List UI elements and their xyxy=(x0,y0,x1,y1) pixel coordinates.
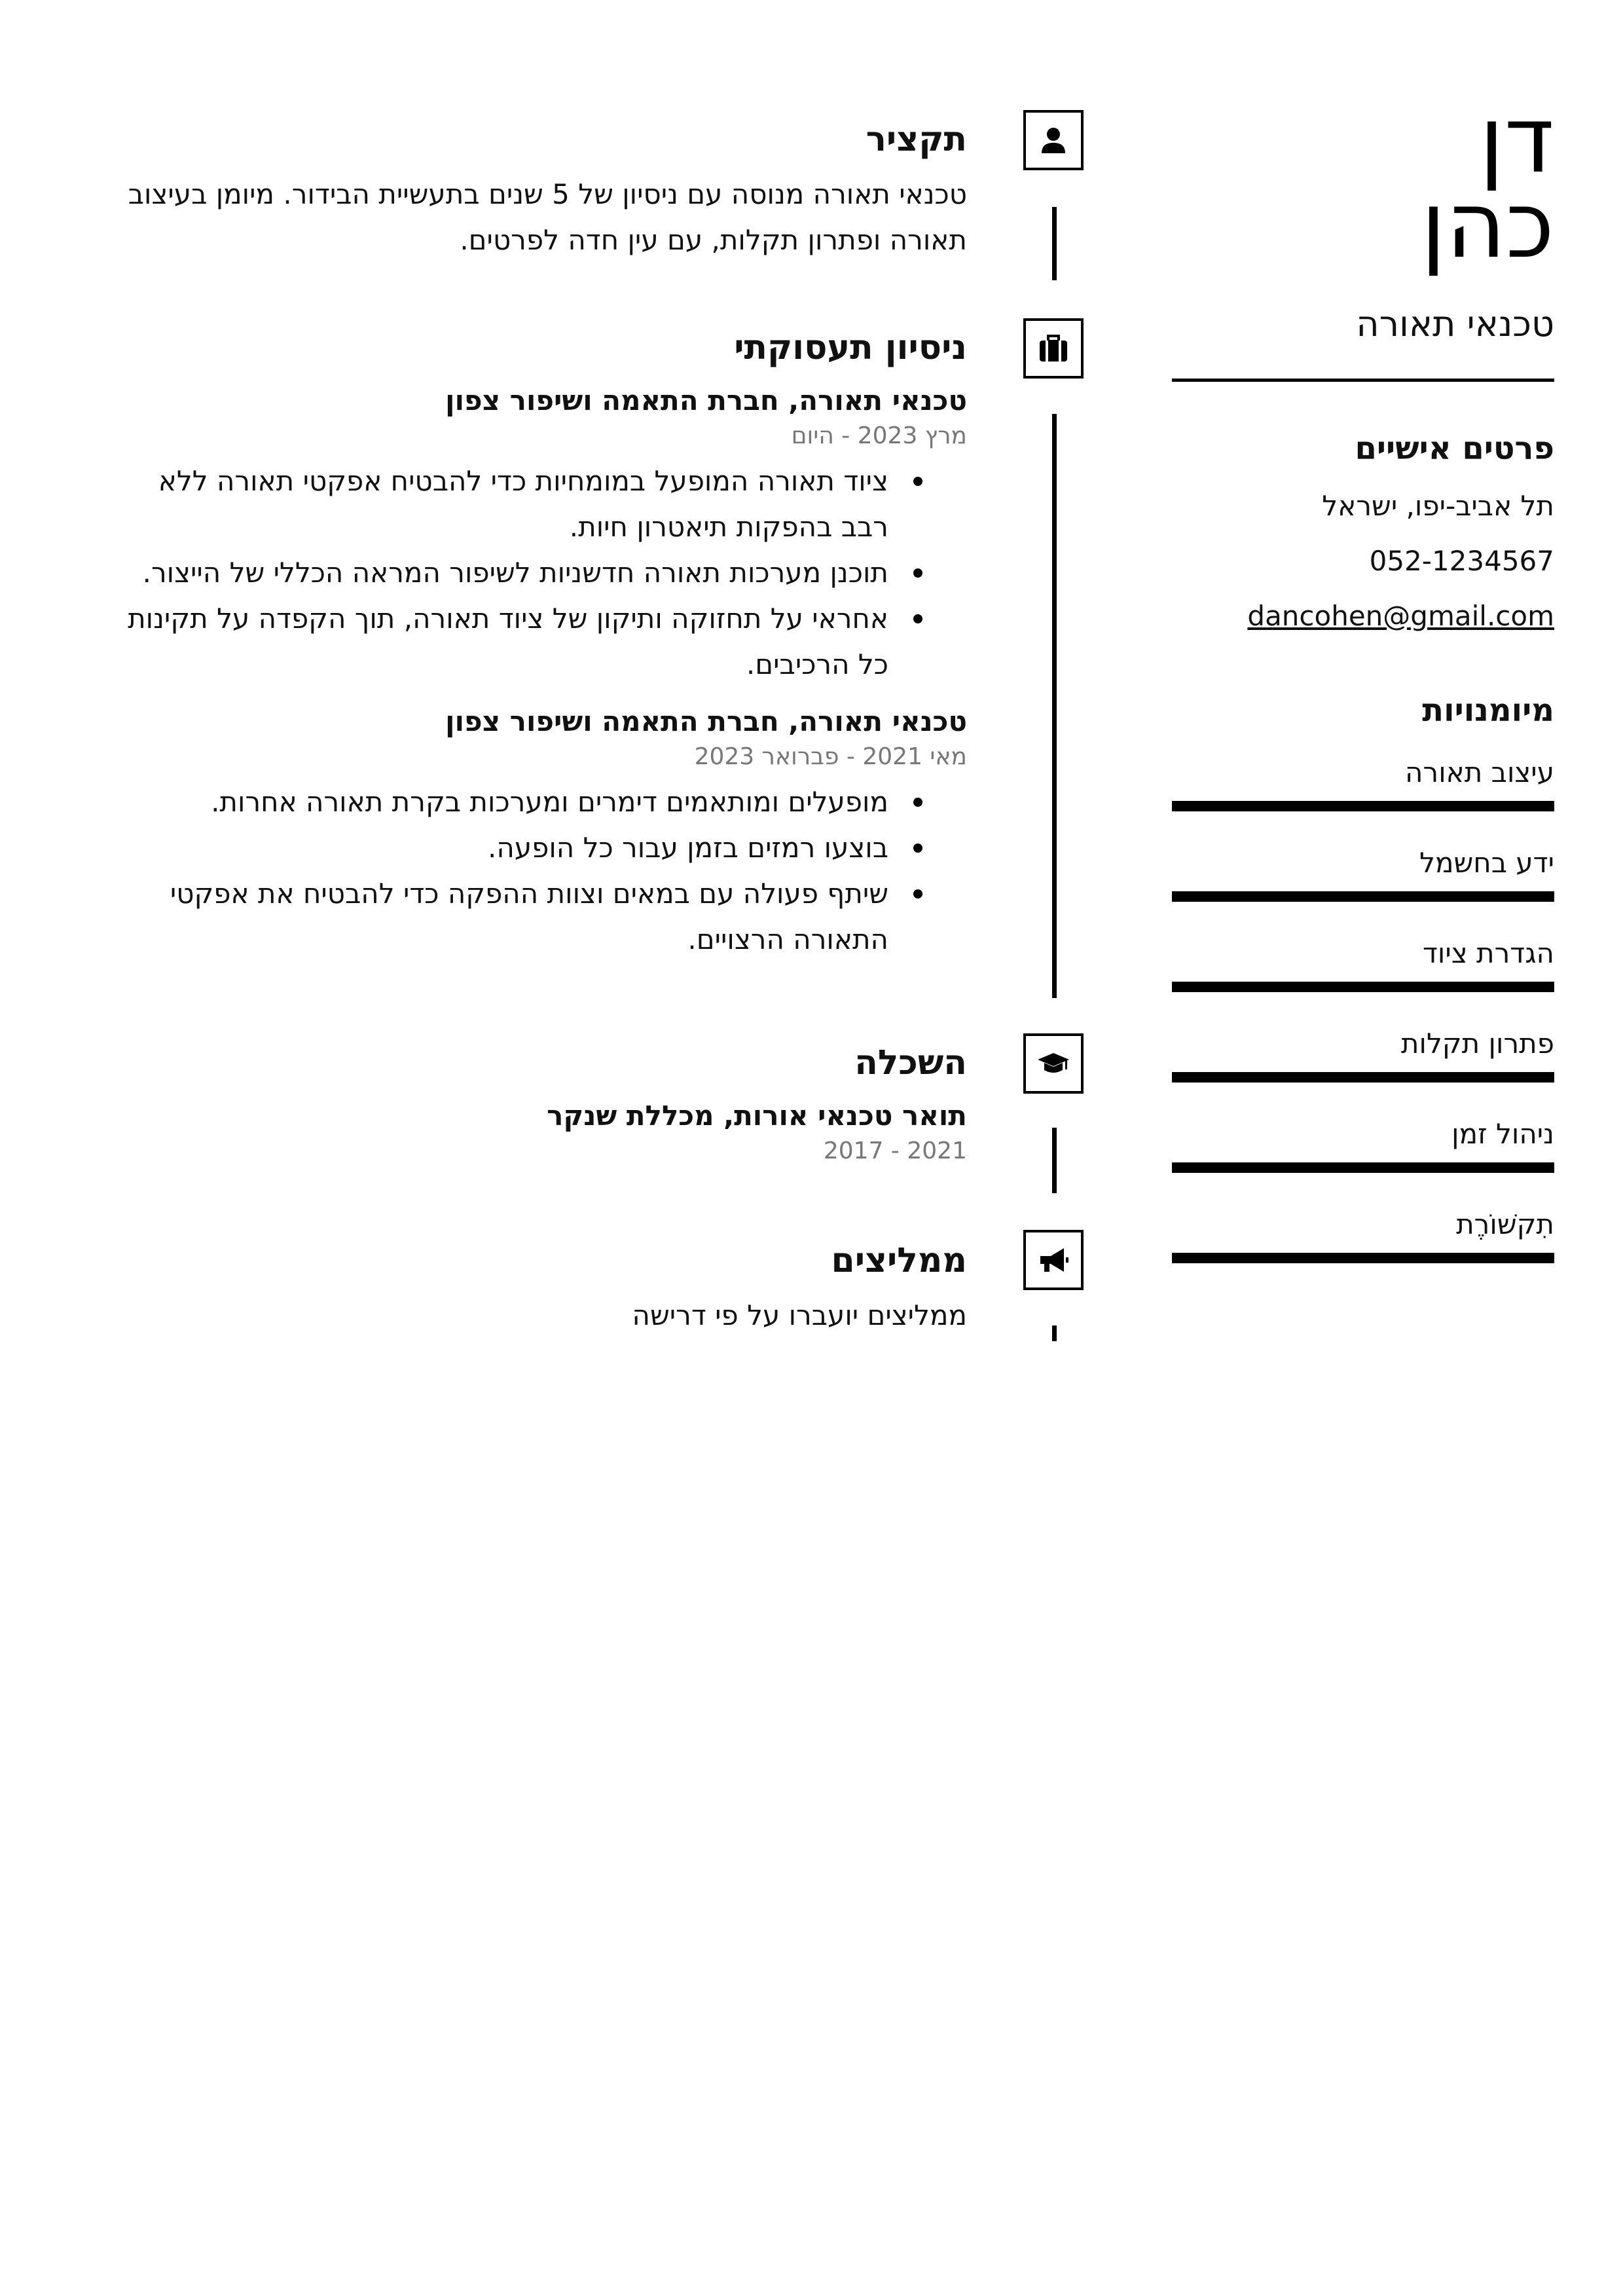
job-entry xyxy=(116,702,967,963)
summary-text: טכנאי תאורה מנוסה עם ניסיון של 5 שנים בתעשיית הבידור. מיומן בעיצוב תאורה ופתרון תקלות, עם עין חדה לפרטים. xyxy=(128,178,967,256)
skills-list xyxy=(1172,754,1554,1263)
bullet-item: בוצעו רמזים בזמן עבור כל הופעה. xyxy=(116,825,888,871)
skill-level-bar xyxy=(1172,1072,1554,1083)
skill-name: הגדרת ציוד xyxy=(1422,937,1554,969)
timeline-line xyxy=(1052,414,1057,998)
degree-title: תואר טכנאי אורות, מכללת שנקר xyxy=(547,1100,967,1132)
last-name: כהן xyxy=(1421,172,1554,279)
skill-item xyxy=(1172,1206,1554,1263)
megaphone-icon xyxy=(1023,1230,1084,1290)
timeline-line xyxy=(1052,1325,1057,1341)
experience-section xyxy=(116,325,967,963)
bullet-item: ציוד תאורה המופעל במומחיות כדי להבטיח אפקטי תאורה ללא רבב בהפקות תיאטרון חיות. xyxy=(116,458,888,550)
summary-section xyxy=(116,117,967,263)
skill-name: פתרון תקלות xyxy=(1400,1028,1554,1060)
skill-name: עיצוב תאורה xyxy=(1405,756,1554,788)
skill-level-bar xyxy=(1172,1253,1554,1263)
skill-level-bar xyxy=(1172,1162,1554,1173)
summary-heading: תקציר xyxy=(866,120,967,159)
job-title: טכנאי תאורה, חברת התאמה ושיפור צפון xyxy=(445,384,967,417)
references-heading: ממליצים xyxy=(831,1241,967,1280)
skill-item xyxy=(1172,844,1554,902)
bullet-item: מופעלים ומותאמים דימרים ומערכות בקרת תאורה אחרות. xyxy=(116,779,888,825)
skill-item xyxy=(1172,935,1554,992)
references-text: ממליצים יועברו על פי דרישה xyxy=(632,1299,967,1331)
graduation-cap-icon xyxy=(1023,1033,1084,1094)
job-entry xyxy=(116,381,967,688)
job-dates: מרץ 2023 - היום xyxy=(791,422,967,449)
phone-text: 052-1234567 xyxy=(1369,545,1554,577)
references-section xyxy=(116,1238,967,1339)
skill-level-bar xyxy=(1172,891,1554,902)
briefcase-icon xyxy=(1023,318,1084,379)
job-title: טכנאי תאורה xyxy=(1356,303,1554,344)
job-bullets xyxy=(116,458,967,688)
education-dates: 2021 - 2017 xyxy=(823,1138,967,1164)
name-divider xyxy=(1172,379,1554,382)
email-link[interactable]: dancohen@gmail.com xyxy=(1247,600,1554,632)
timeline-line xyxy=(1052,207,1057,280)
bullet-item: תוכנן מערכות תאורה חדשניות לשיפור המראה הכללי של הייצור. xyxy=(116,550,888,596)
person-icon xyxy=(1023,110,1084,170)
skill-name: ידע בחשמל xyxy=(1419,847,1554,879)
bullet-item: אחראי על תחזוקה ותיקון של ציוד תאורה, תוך הקפדה על תקינות כל הרכיבים. xyxy=(116,596,888,688)
skill-level-bar xyxy=(1172,801,1554,811)
skill-name: תִקשׁוֹרֶת xyxy=(1456,1208,1554,1240)
sidebar xyxy=(1172,87,1554,1296)
skill-item xyxy=(1172,1025,1554,1083)
job-bullets xyxy=(116,779,967,963)
job-dates: מאי 2021 - פברואר 2023 xyxy=(694,743,967,770)
experience-heading: ניסיון תעסוקתי xyxy=(734,328,967,367)
skill-name: ניהול זמן xyxy=(1451,1118,1554,1150)
skill-level-bar xyxy=(1172,982,1554,992)
skill-item xyxy=(1172,1115,1554,1173)
skills-heading: מיומנויות xyxy=(1422,692,1554,729)
bullet-item: שיתף פעולה עם במאים וצוות ההפקה כדי להבטיח את אפקטי התאורה הרצויים. xyxy=(116,871,888,963)
education-heading: השכלה xyxy=(854,1043,967,1083)
skill-item xyxy=(1172,754,1554,811)
timeline-line xyxy=(1052,1128,1057,1193)
education-section xyxy=(116,1040,967,1167)
personal-details-heading: פרטים אישיים xyxy=(1355,430,1554,467)
location-text: תל אביב-יפו, ישראל xyxy=(1322,490,1554,522)
first-name: דן xyxy=(1479,87,1554,194)
person-name xyxy=(1172,87,1554,279)
job-title: טכנאי תאורה, חברת התאמה ושיפור צפון xyxy=(445,705,967,737)
